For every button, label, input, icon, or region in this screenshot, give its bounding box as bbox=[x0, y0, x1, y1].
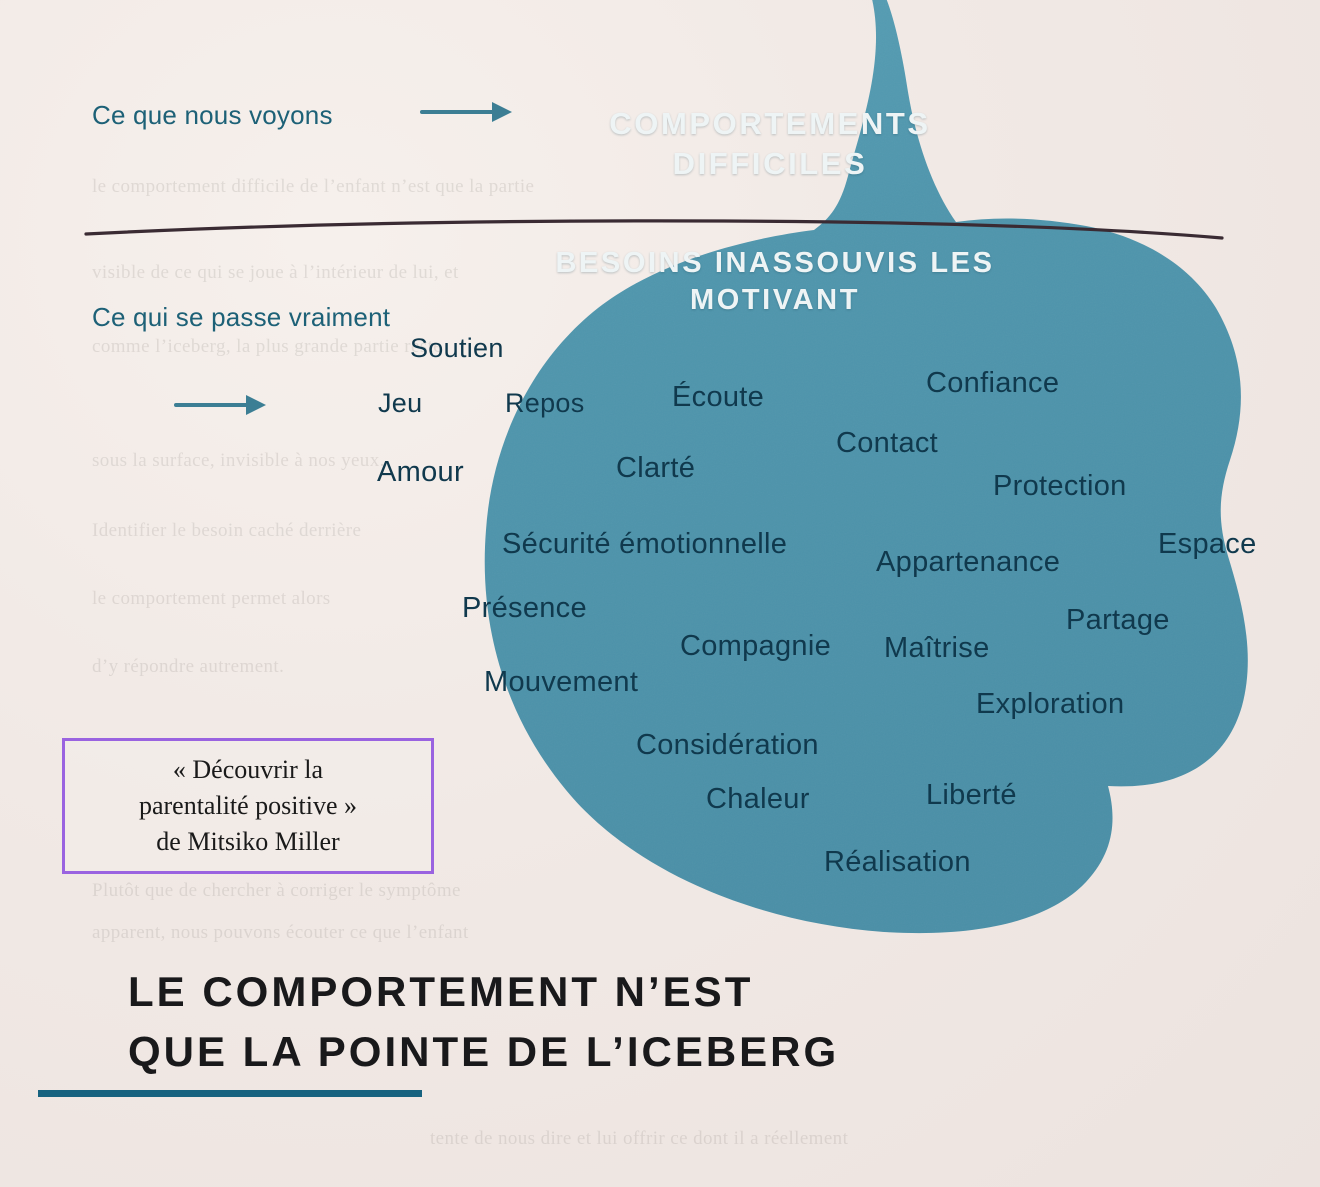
need-item: Repos bbox=[505, 388, 585, 418]
caption-underline-rule bbox=[38, 1090, 422, 1097]
figure-caption bbox=[128, 962, 1128, 1081]
callout-line-2: parentalité positive » bbox=[138, 791, 358, 821]
figure-caption-line-2: QUE LA POINTE DE L’ICEBERG bbox=[128, 1027, 840, 1075]
annotation-what-we-see-text: Ce que nous voyons bbox=[92, 100, 333, 130]
background-text-line: le comportement permet alors bbox=[92, 588, 331, 609]
need-item: Liberté bbox=[926, 779, 1017, 811]
annotation-what-really-happens bbox=[92, 300, 390, 335]
background-text-line: Identifier le besoin caché derrière bbox=[92, 520, 362, 541]
background-text-line: apparent, nous pouvons écouter ce que l’enfant bbox=[92, 922, 469, 943]
iceberg-title-below bbox=[505, 245, 1045, 319]
arrow-right-icon bbox=[172, 390, 268, 425]
need-item: Protection bbox=[993, 470, 1127, 502]
need-item: Chaleur bbox=[706, 783, 810, 815]
need-item: Soutien bbox=[410, 333, 504, 363]
need-item: Jeu bbox=[378, 388, 423, 418]
background-text-line: d’y répondre autrement. bbox=[92, 656, 285, 677]
iceberg-title-below-text: BESOINS INASSOUVIS LES MOTIVANT bbox=[555, 247, 995, 317]
arrow-right-icon bbox=[418, 97, 514, 132]
waterline bbox=[84, 218, 1224, 244]
need-item: Amour bbox=[377, 456, 464, 488]
need-item: Exploration bbox=[976, 688, 1125, 720]
background-text-line: sous la surface, invisible à nos yeux. bbox=[92, 450, 385, 471]
need-item: Mouvement bbox=[484, 666, 639, 698]
background-text-line: tente de nous dire et lui offrir ce dont il a réellement bbox=[430, 1128, 849, 1149]
need-item: Appartenance bbox=[876, 546, 1061, 578]
background-text-line: Plutôt que de chercher à corriger le symptôme bbox=[92, 880, 461, 901]
background-text-line: le comportement difficile de l’enfant n’est que la partie bbox=[92, 176, 535, 197]
background-text-line: comme l’iceberg, la plus grande partie reste bbox=[92, 336, 443, 357]
annotation-what-we-see bbox=[92, 98, 333, 133]
need-item: Écoute bbox=[672, 381, 765, 413]
need-item: Partage bbox=[1066, 604, 1170, 636]
need-item: Confiance bbox=[926, 367, 1060, 399]
need-item: Présence bbox=[462, 592, 587, 624]
need-item: Sécurité émotionnelle bbox=[502, 528, 788, 560]
need-item: Espace bbox=[1158, 528, 1257, 560]
iceberg-title-above-text: COMPORTEMENTS DIFFICILES bbox=[609, 106, 931, 181]
need-item: Considération bbox=[636, 729, 819, 761]
need-item: Clarté bbox=[616, 452, 696, 484]
need-item: Contact bbox=[836, 427, 939, 459]
need-item: Compagnie bbox=[680, 630, 832, 662]
figure-caption-line-1: LE COMPORTEMENT N’EST bbox=[128, 968, 754, 1015]
callout-line-1: « Découvrir la bbox=[172, 755, 324, 785]
iceberg-title-above bbox=[560, 104, 980, 183]
need-item: Maîtrise bbox=[884, 632, 990, 664]
background-text-line: visible de ce qui se joue à l’intérieur de lui, et bbox=[92, 262, 459, 283]
need-item: Réalisation bbox=[824, 846, 971, 878]
callout-line-3: de Mitsiko Miller bbox=[156, 826, 340, 856]
annotation-what-really-happens-text: Ce qui se passe vraiment bbox=[92, 302, 391, 332]
source-callout-box bbox=[62, 738, 434, 874]
